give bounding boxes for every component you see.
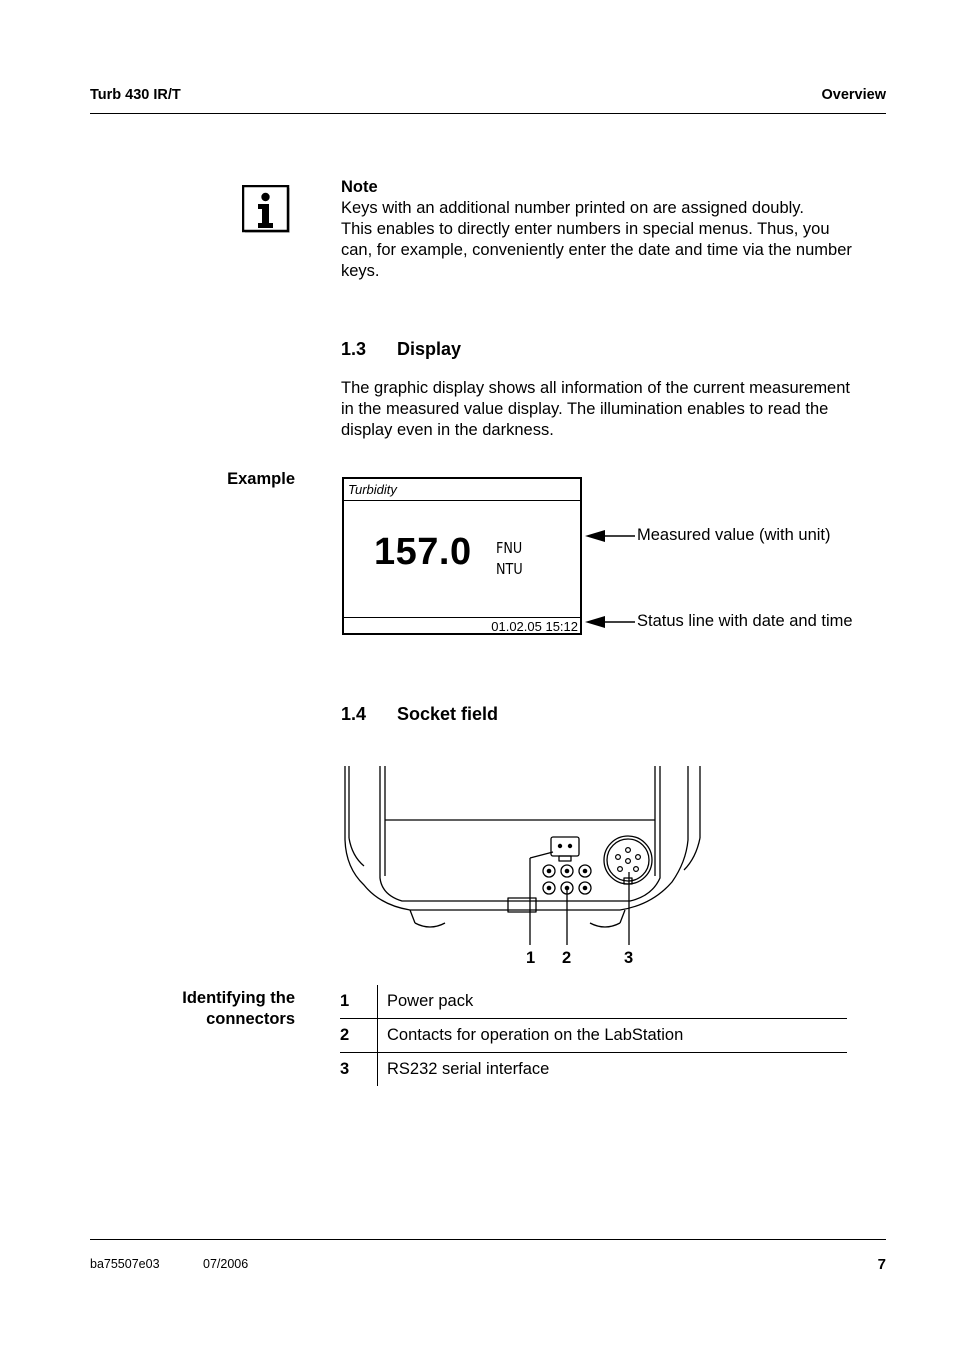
lcd-unit-fnu: FNU (496, 539, 523, 557)
table-row (340, 1019, 847, 1053)
callout-measured-value: Measured value (with unit) (637, 526, 831, 544)
lcd-status-divider (344, 617, 580, 618)
diagram-label-3: 3 (624, 949, 634, 967)
connector-description: RS232 serial interface (378, 1053, 848, 1087)
socket-field-diagram (330, 760, 720, 945)
lcd-display (342, 477, 582, 635)
lcd-status-datetime: 01.02.05 15:12 (491, 619, 578, 634)
footer-doc-id: ba75507e03 (90, 1257, 160, 1271)
note-line-3: can, for example, conveniently enter the date and time via the number (341, 241, 852, 259)
info-icon (242, 185, 292, 235)
callout-status-line: Status line with date and time (637, 612, 853, 630)
section-number-socket: 1.4 (341, 704, 367, 724)
connector-number: 3 (340, 1053, 378, 1087)
connector-number: 1 (340, 985, 378, 1019)
callout-arrow-value-head (585, 530, 605, 542)
connectors-table (340, 985, 847, 1086)
note-line-1: Keys with an additional number printed on are assigned doubly. (341, 199, 804, 217)
footer-rule (90, 1239, 886, 1240)
lcd-title: Turbidity (348, 482, 397, 497)
table-row (340, 985, 847, 1019)
example-label: Example (227, 470, 295, 488)
callout-arrows (583, 525, 639, 635)
display-text-line-1: The graphic display shows all information of the current measurement (341, 379, 850, 397)
page-number: 7 (877, 1256, 886, 1273)
lcd-unit-ntu: NTU (496, 560, 523, 578)
header-section: Overview (821, 87, 886, 103)
display-text-line-2: in the measured value display. The illumination enables to read the (341, 400, 829, 418)
connector-number: 2 (340, 1019, 378, 1053)
section-title-socket: Socket field (397, 704, 499, 724)
note-line-2: This enables to directly enter numbers in special menus. Thus, you (341, 220, 830, 238)
note-line-4: keys. (341, 262, 380, 280)
lcd-measured-value: 157.0 (374, 531, 472, 573)
lcd-title-divider (344, 500, 580, 501)
connector-description: Contacts for operation on the LabStation (378, 1019, 848, 1053)
callout-arrow-status-head (585, 616, 605, 628)
diagram-label-1: 1 (526, 949, 536, 967)
connectors-label-line-2: connectors (206, 1010, 295, 1028)
connectors-label-line-1: Identifying the (182, 989, 295, 1007)
header-product: Turb 430 IR/T (90, 87, 181, 103)
section-number-display: 1.3 (341, 339, 367, 359)
note-title: Note (341, 178, 378, 196)
header-rule (90, 113, 886, 114)
connector-description: Power pack (387, 992, 474, 1010)
section-title-display: Display (397, 339, 462, 359)
table-row (340, 1053, 847, 1087)
diagram-label-2: 2 (562, 949, 572, 967)
display-text-line-3: display even in the darkness. (341, 421, 554, 439)
footer-date: 07/2006 (203, 1257, 249, 1271)
